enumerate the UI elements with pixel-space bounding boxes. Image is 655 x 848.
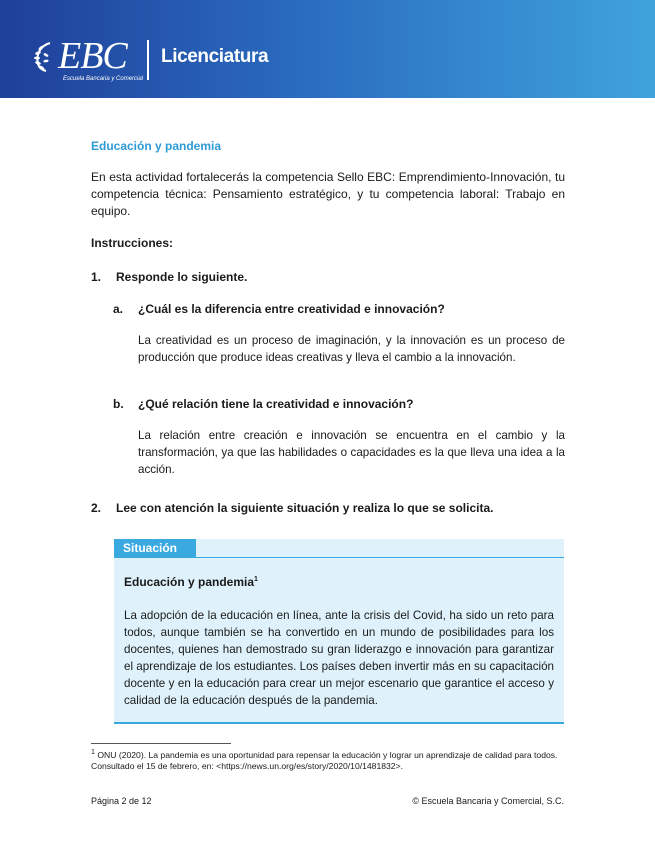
situacion-heading [124,575,258,589]
question-2-number: 2. [91,501,102,515]
header-divider [147,40,149,80]
ebc-logo [32,35,144,86]
question-1-text: Responde lo siguiente. [116,270,248,284]
logo-text: EBC [58,35,127,77]
intro-paragraph: En esta actividad fortalecerás la competencia Sello EBC: Emprendimiento-Innovación, tu competencia técnica: Pensamiento estratégico, y tu competencia laboral: Trabajo en equipo. [91,170,565,218]
question-2 [91,500,565,517]
footnote-mark: 1 [91,748,95,756]
situacion-tab: Situación [114,539,196,558]
copyright: © Escuela Bancaria y Comercial, S.C. [412,796,564,806]
question-1b [113,396,565,413]
situacion-heading-text: Educación y pandemia [124,575,255,589]
footnote [91,747,565,772]
footnote-text: ONU (2020). La pandemia es una oportunidad para repensar la educación y lograr un aprendizaje de calidad para todos. Consultado el 15 de febrero, en: <https://news.un.org/es/story/2020/10/1481832>. [91,749,558,771]
question-1-number: 1. [91,270,102,284]
question-1a [113,301,565,318]
footnote-divider [91,743,231,744]
situacion-box [114,539,564,724]
footnote-reference[interactable]: 1 [254,576,258,583]
page-number: Página 2 de 12 [91,796,152,806]
question-2-text: Lee con atención la siguiente situación y realiza lo que se solicita. [116,501,494,515]
laurel-icon [32,40,58,72]
page-header [0,0,655,98]
situacion-tab-line [196,557,564,558]
logo-subtitle: Escuela Bancaria y Comercial [63,76,144,82]
question-1a-text: ¿Cuál es la diferencia entre creatividad e innovación? [138,302,445,316]
header-title: Licenciatura [161,46,269,67]
question-1a-letter: a. [113,302,124,316]
question-1b-letter: b. [113,397,124,411]
answer-1b: La relación entre creación e innovación se encuentra en el cambio y la transformación, ya que las habilidades o capacidades es la que lleva una idea a la acción. [138,429,565,476]
answer-1a: La creatividad es un proceso de imaginación, y la innovación es un proceso de producción que produce ideas creativas y lleva el cambio a la innovación. [138,334,565,364]
instructions-label: Instrucciones: [91,236,174,250]
question-1 [91,269,565,286]
section-title: Educación y pandemia [91,139,222,153]
document-body [91,138,565,517]
question-1b-text: ¿Qué relación tiene la creatividad e innovación? [138,397,414,411]
situacion-text: La adopción de la educación en línea, ante la crisis del Covid, ha sido un reto para todos, aunque también se ha convertido en un mundo de posibilidades para los docentes, quienes han demostrado su gran liderazgo e innovación para garantizar el aprendizaje de los estudiantes. Los países deben invertir más en su capacitación docente y en la educación para crear un mejor escenario que garantice el acceso y calidad de la educación después de la pandemia. [124,609,554,707]
